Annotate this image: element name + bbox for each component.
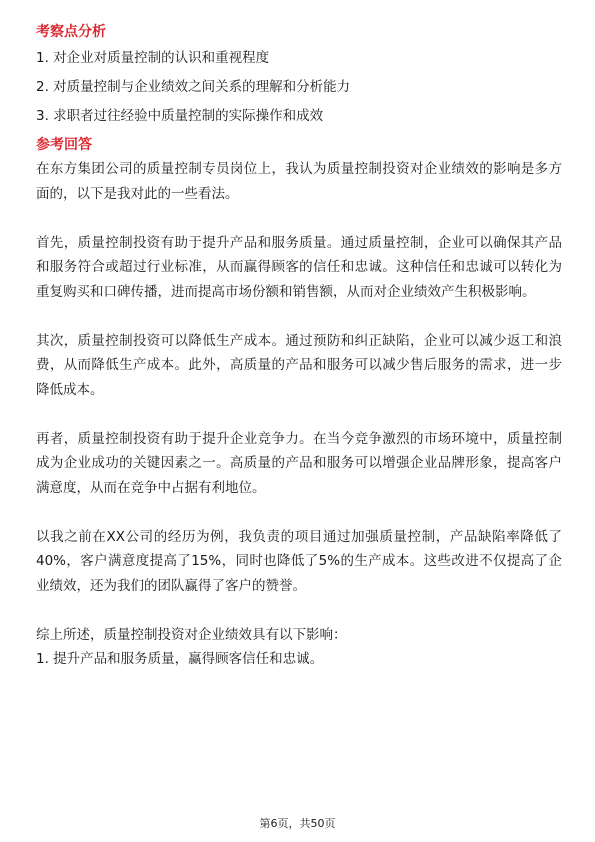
answer-paragraph: 首先，质量控制投资有助于提升产品和服务质量。通过质量控制，企业可以确保其产品和服务符合或超过行业标准，从而赢得顾客的信任和忠诚。这种信任和忠诚可以转化为重复购买和口碑传播，进而提高市场份额和销售额，从而对企业绩效产生积极影响。 <box>36 234 562 300</box>
summary-item: 1. 提升产品和服务质量，赢得顾客信任和忠诚。 <box>36 651 324 667</box>
analysis-point: 3. 求职者过往经验中质量控制的实际操作和成效 <box>36 108 324 124</box>
analysis-point: 2. 对质量控制与企业绩效之间关系的理解和分析能力 <box>36 79 351 95</box>
page-content <box>36 22 562 672</box>
analysis-point: 1. 对企业对质量控制的认识和重视程度 <box>36 50 270 66</box>
answer-paragraph: 其次，质量控制投资可以降低生产成本。通过预防和纠正缺陷，企业可以减少返工和浪费，从而降低生产成本。此外，高质量的产品和服务可以减少售后服务的需求，进一步降低成本。 <box>36 332 562 398</box>
summary-intro: 综上所述，质量控制投资对企业绩效具有以下影响： <box>36 626 347 643</box>
analysis-heading: 考察点分析 <box>36 24 106 40</box>
answer-paragraph: 再者，质量控制投资有助于提升企业竞争力。在当今竞争激烈的市场环境中，质量控制成为企业成功的关键因素之一。高质量的产品和服务可以增强企业品牌形象，提高客户满意度，从而在竞争中占据有利地位。 <box>36 430 562 496</box>
page-number: 第6页，共50页 <box>259 817 336 830</box>
answer-heading: 参考回答 <box>36 137 92 153</box>
answer-paragraph: 以我之前在XX公司的经历为例，我负责的项目通过加强质量控制，产品缺陷率降低了40%，客户满意度提高了15%，同时也降低了5%的生产成本。这些改进不仅提高了企业绩效，还为我们的团队赢得了客户的赞誉。 <box>36 528 562 594</box>
answer-paragraph: 在东方集团公司的质量控制专员岗位上，我认为质量控制投资对企业绩效的影响是多方面的，以下是我对此的一些看法。 <box>36 161 562 202</box>
